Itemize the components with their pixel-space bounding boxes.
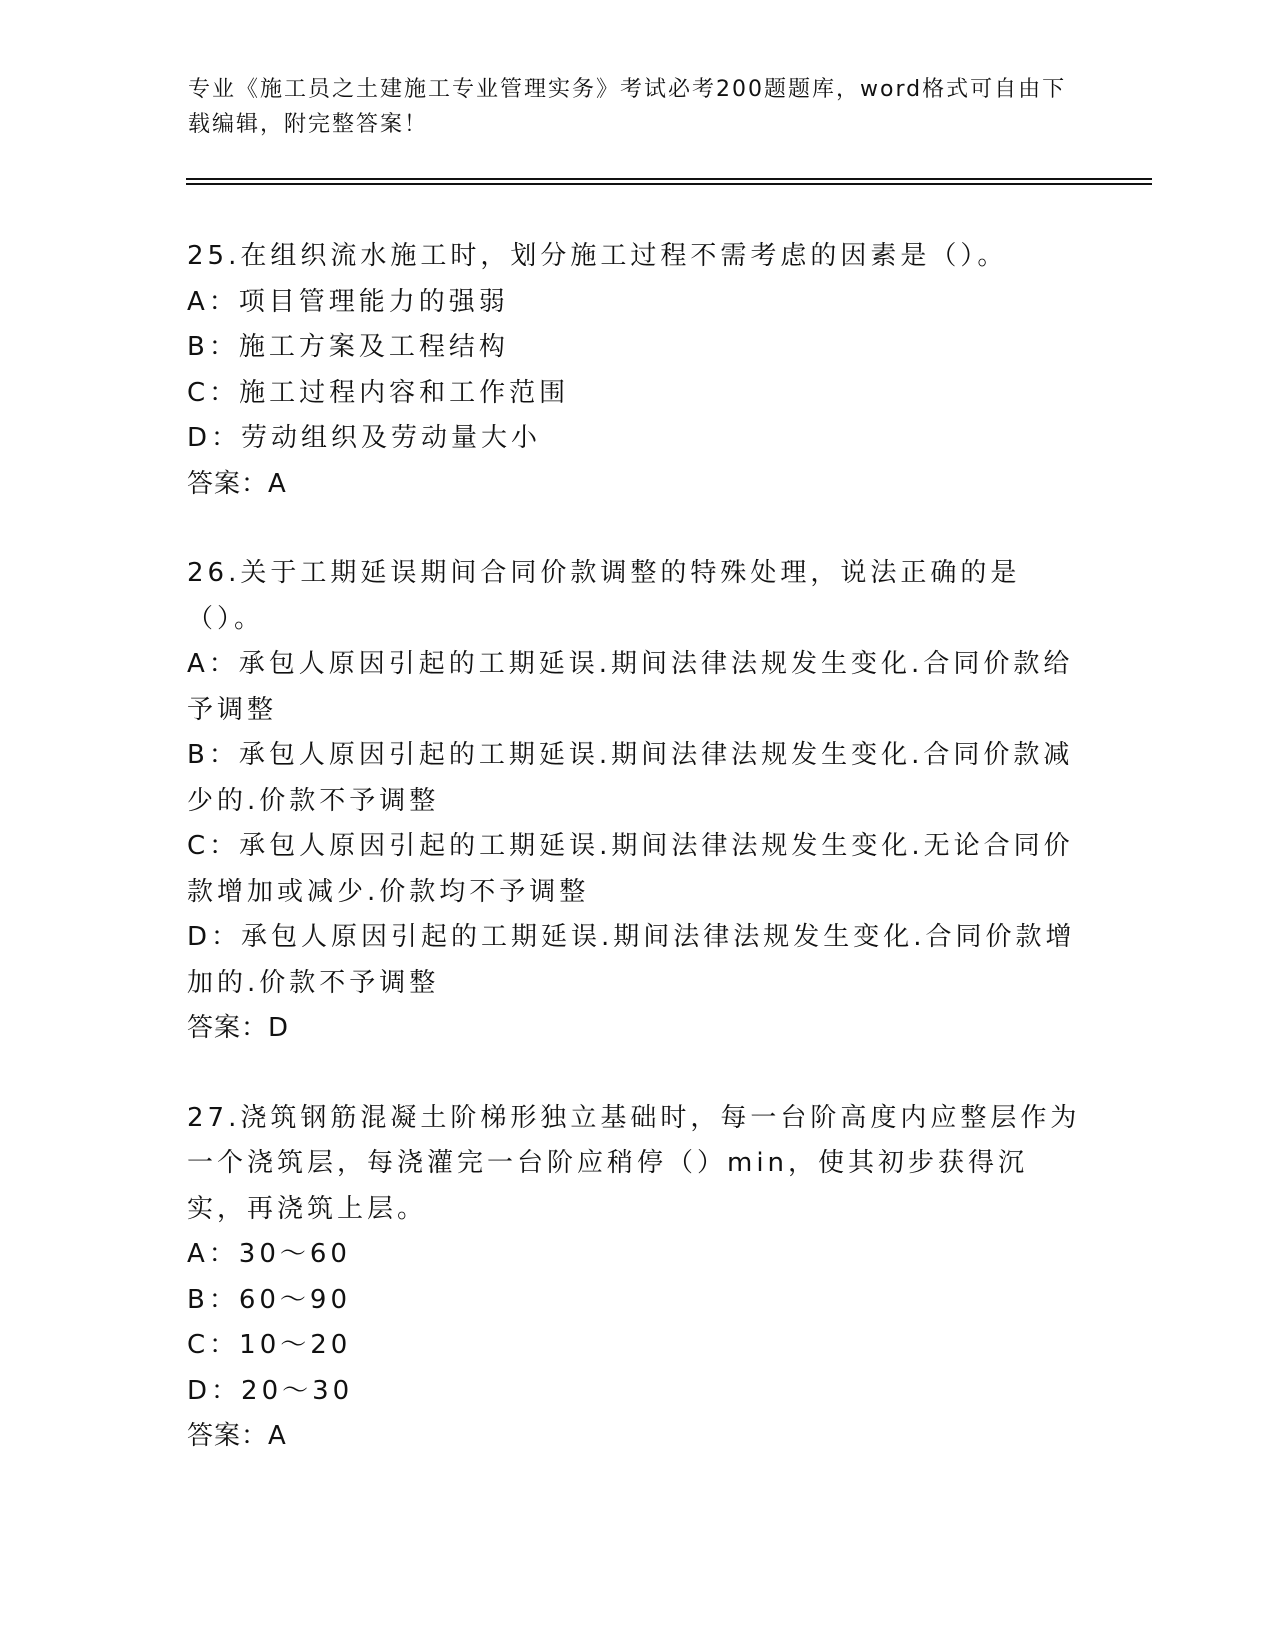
option-a: A：30～60 [187, 1239, 351, 1269]
option-c: C：10～20 [187, 1330, 352, 1360]
header-divider-bottom [186, 183, 1152, 185]
option-d: D：劳动组织及劳动量大小 [187, 423, 542, 453]
option-c: C：承包人原因引起的工期延误.期间法律法规发生变化.无论合同价款增加或减少.价款均不予调整 [187, 831, 1074, 907]
question-26 [187, 551, 1087, 1052]
option-b: B：承包人原因引起的工期延误.期间法律法规发生变化.合同价款减少的.价款不予调整 [187, 740, 1074, 816]
answer: 答案：D [187, 1013, 290, 1043]
question-27 [187, 1096, 1087, 1460]
answer: 答案：A [187, 1421, 287, 1451]
question-list [187, 234, 1087, 1504]
question-stem: 25.在组织流水施工时，划分施工过程不需考虑的因素是（）。 [187, 241, 1008, 271]
answer: 答案：A [187, 468, 287, 499]
question-25 [187, 234, 1087, 507]
option-a: A：项目管理能力的强弱 [187, 286, 509, 317]
option-a: A：承包人原因引起的工期延误.期间法律法规发生变化.合同价款给予调整 [187, 649, 1074, 725]
document-header: 专业《施工员之土建施工专业管理实务》考试必考200题题库，word格式可自由下载编辑，附完整答案！ [188, 77, 1067, 137]
question-stem: 26.关于工期延误期间合同价款调整的特殊处理，说法正确的是（）。 [187, 558, 1021, 634]
option-d: D：20～30 [187, 1375, 354, 1406]
question-stem: 27.浇筑钢筋混凝土阶梯形独立基础时，每一台阶高度内应整层作为一个浇筑层，每浇灌完一台阶应稍停（）min，使其初步获得沉实，再浇筑上层。 [187, 1102, 1081, 1224]
header-divider-top [186, 178, 1152, 180]
option-b: B：60～90 [187, 1284, 352, 1315]
option-d: D：承包人原因引起的工期延误.期间法律法规发生变化.合同价款增加的.价款不予调整 [187, 922, 1076, 998]
option-b: B：施工方案及工程结构 [187, 332, 509, 362]
option-c: C：施工过程内容和工作范围 [187, 377, 570, 408]
